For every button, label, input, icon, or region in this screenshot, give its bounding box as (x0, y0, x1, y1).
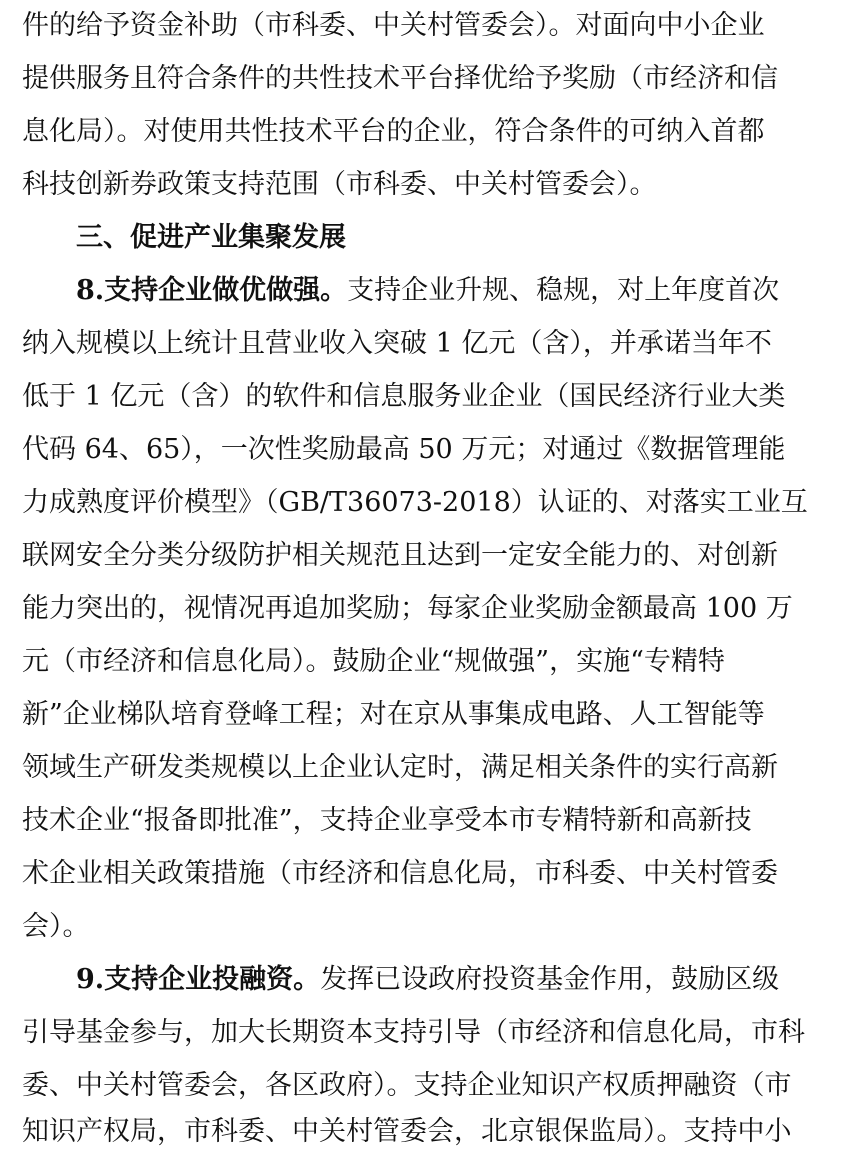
paragraph-line: 会）。 (22, 911, 90, 942)
section-heading: 三、促进产业集聚发展 (76, 222, 346, 253)
paragraph-line: 纳入规模以上统计且营业收入突破 1 亿元（含），并承诺当年不 (22, 328, 772, 359)
paragraph-line: 知识产权局，市科委、中关村管委会，北京银保监局）。支持中小 (22, 1116, 792, 1147)
item8-first-line-text: 支持企业升规、稳规，对上年度首次 (347, 275, 780, 306)
paragraph-line: 技术企业“报备即批准”，支持企业享受本市专精特新和高新技 (22, 805, 752, 836)
paragraph-line: 代码 64、65），一次性奖励最高 50 万元；对通过《数据管理能 (22, 434, 786, 465)
paragraph-line: 领域生产研发类规模以上企业认定时，满足相关条件的实行高新 (22, 752, 778, 783)
paragraph-line: 力成熟度评价模型》（GB/T36073-2018）认证的、对落实工业互 (22, 487, 808, 518)
item9-first-line-text: 发挥已设政府投资基金作用，鼓励区级 (320, 964, 780, 995)
paragraph-line: 委、中关村管委会，各区政府）。支持企业知识产权质押融资（市 (22, 1070, 792, 1101)
paragraph-line: 低于 1 亿元（含）的软件和信息服务业企业（国民经济行业大类 (22, 381, 786, 412)
item8-first-line (76, 271, 842, 311)
item9-first-line (76, 960, 842, 1000)
paragraph-line: 息化局）。对使用共性技术平台的企业，符合条件的可纳入首都 (22, 116, 765, 147)
paragraph-line: 能力突出的，视情况再追加奖励；每家企业奖励金额最高 100 万 (22, 593, 793, 624)
paragraph-line: 联网安全分类分级防护相关规范且达到一定安全能力的、对创新 (22, 540, 778, 571)
paragraph-line: 提供服务且符合条件的共性技术平台择优给予奖励（市经济和信 (22, 63, 778, 94)
paragraph-line: 件的给予资金补助（市科委、中关村管委会）。对面向中小企业 (22, 10, 765, 41)
item9-title: 9.支持企业投融资。 (76, 964, 321, 995)
paragraph-line: 新”企业梯队培育登峰工程；对在京从事集成电路、人工智能等 (22, 699, 765, 730)
paragraph-line: 引导基金参与，加大长期资本支持引导（市经济和信息化局，市科 (22, 1017, 805, 1048)
paragraph-line: 术企业相关政策措施（市经济和信息化局，市科委、中关村管委 (22, 858, 778, 889)
paragraph-line: 科技创新券政策支持范围（市科委、中关村管委会）。 (22, 169, 657, 200)
item8-title: 8.支持企业做优做强。 (76, 275, 348, 306)
paragraph-line: 元（市经济和信息化局）。鼓励企业“规做强”，实施“专精特 (22, 646, 725, 677)
